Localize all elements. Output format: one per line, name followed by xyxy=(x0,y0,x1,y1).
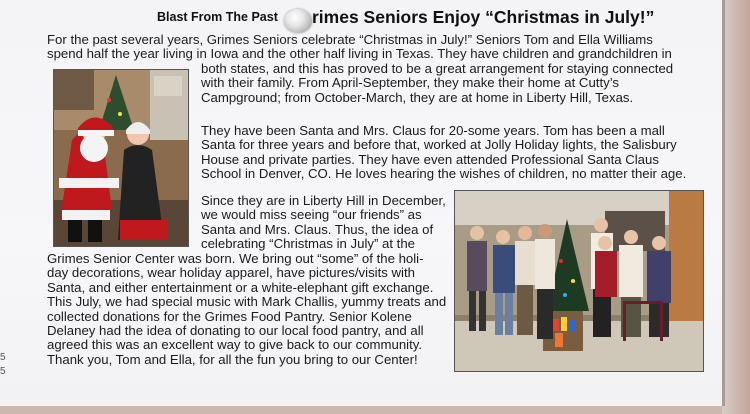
margin-mark: 5 xyxy=(0,366,6,377)
text-line: Thank you, Tom and Ella, for all the fun you bring to our Center! xyxy=(47,351,418,367)
margin-mark: 5 xyxy=(0,352,6,363)
article-title: rimes Seniors Enjoy “Christmas in July!” xyxy=(312,7,655,27)
text-line: spend half the year living in Iowa and the other half living in Texas. They have children and grandchildren in xyxy=(47,46,672,62)
text-line: both states, and this has proved to be a great arrangement for staying connected xyxy=(201,61,674,76)
text-line: For the past several years, Grimes Seniors celebrate “Christmas in July!” Seniors Tom and Ella Williams xyxy=(47,32,653,47)
text-line: House and private parties. They have even attended Professional Santa Claus xyxy=(201,151,659,167)
paragraph-celebration xyxy=(201,194,446,252)
pushpin-icon xyxy=(284,9,312,33)
text-line: with their family. From April-September, they make their home at Cutty’s xyxy=(201,75,619,91)
text-line: celebrating “Christmas in July” at the xyxy=(201,236,416,252)
text-line: Campground; from October-March, they are at home in Liberty Hill, Texas. xyxy=(201,89,634,105)
text-line: day decorations, wear holiday apparel, have pictures/visits with xyxy=(47,265,415,281)
text-line: Santa for three years and before that, worked at Jolly Holiday lights, the Salisbury xyxy=(201,137,677,153)
group-photo-image xyxy=(455,191,703,371)
text-line: collected donations for the Grimes Food Pantry. Senior Kolene xyxy=(47,308,412,324)
text-line: Grimes Senior Center was born. We bring out “some” of the holi- xyxy=(47,251,424,266)
text-line: School in Denver, CO. He loves hearing the wishes of children, no matter their age. xyxy=(201,166,687,182)
section-kicker: Blast From The Past xyxy=(157,10,278,24)
text-line: we would miss seeing “our friends” as xyxy=(201,207,422,223)
santa-photo xyxy=(53,69,189,247)
group-photo xyxy=(454,190,704,372)
text-line: They have been Santa and Mrs. Claus for 20-some years. Tom has been a mall xyxy=(201,123,665,138)
text-line: agreed this was an excellent way to give back to our community. xyxy=(47,337,423,353)
text-line: Santa and Mrs. Claus. Thus, the idea of xyxy=(201,221,434,237)
text-line: Delaney had the idea of donating to our local food pantry, and all xyxy=(47,323,424,339)
paragraph-celebration-cont xyxy=(47,252,446,367)
text-line: This July, we had special music with Mark Challis, yummy treats and xyxy=(47,294,447,310)
santa-photo-image xyxy=(54,70,188,246)
text-line: Santa, and either entertainment or a white-elephant gift exchange. xyxy=(47,279,434,295)
paragraph-intro xyxy=(47,33,672,62)
text-line: Since they are in Liberty Hill in December, xyxy=(201,193,446,208)
paragraph-santa xyxy=(201,124,686,182)
paragraph-intro-cont xyxy=(201,62,673,105)
board-edge xyxy=(722,0,750,414)
